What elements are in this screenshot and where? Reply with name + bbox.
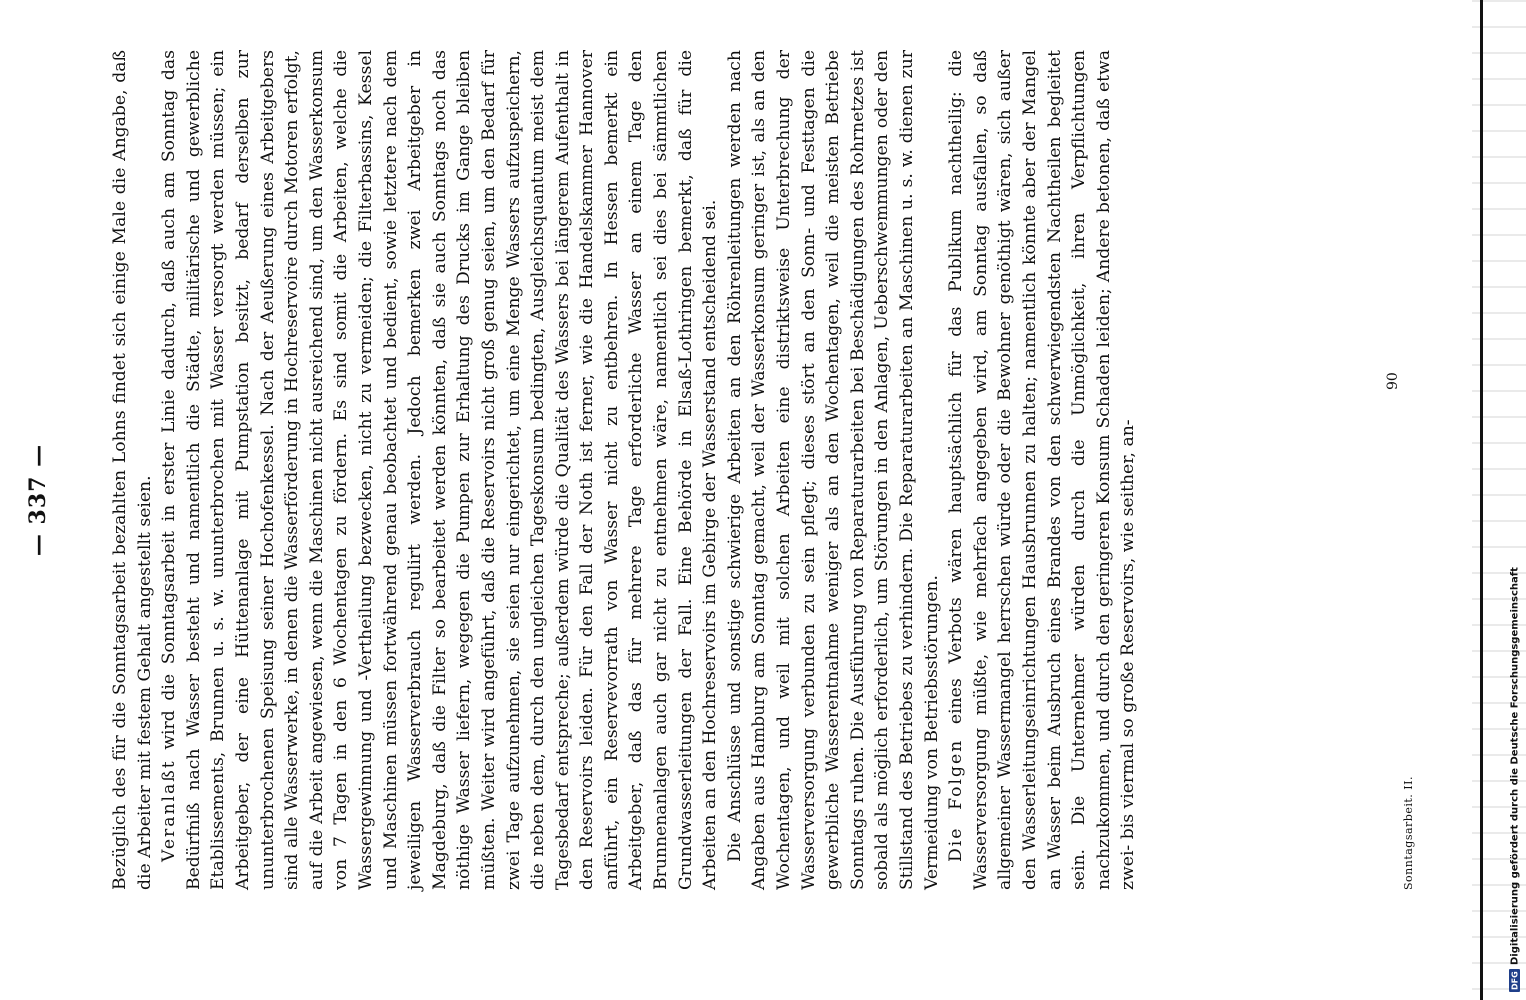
- page-number-header: — 337 —: [25, 443, 51, 557]
- paragraph-4-text: eines Verbots wären hauptsächlich für das Publikum nachtheilig: die Wasserversorgung müßte, wie mehrfach angegeben wird, am Sonntag ausfallen, so daß allgemeiner Wassermangel herrschen würde oder die Bewohner genöthigt wären, sich außer den Wasserleitungseinrichtungen Hausbrunnen zu halten; namentlich könnte aber der Mangel an Wasser beim Ausbruch eines Brandes von den schwerwiegendsten Nachtheilen begleitet sein. Die Unternehmer würden durch die Unmöglichkeit, ihren Verpflichtungen nachzukommen, und durch den geringeren Konsum Schaden leiden; Andere betonen, daß etwa zwei- bis viermal so große Reservoirs, wie seither, an-: [946, 50, 1139, 890]
- dfg-logo-icon: DFG: [1510, 971, 1520, 990]
- running-footer: Sonntagsarbeit. II.: [1402, 776, 1415, 890]
- paragraph-4-lead: Die Folgen: [946, 738, 967, 862]
- page-edge-line: [1480, 0, 1483, 1000]
- digitization-credit: [1506, 8, 1524, 992]
- signature-number: 90: [1385, 372, 1401, 390]
- paragraph-2: [157, 50, 723, 890]
- credit-text: Digitalisierung gefördert durch die Deutsche Forschungsgemeinschaft: [1509, 567, 1521, 966]
- paragraph-1: Bezüglich des für die Sonntagsarbeit bezahlten Lohns findet sich einige Male die Angabe, daß die Arbeiter mit festem Gehalt angestellt seien.: [110, 50, 155, 890]
- body-text: [108, 50, 1141, 890]
- paragraph-2-lead: Veranlaßt: [159, 759, 180, 862]
- paragraph-2-text: wird die Sonntagsarbeit in erster Linie dadurch, daß auch am Sonntag das Bedürfniß nach Wasser besteht und namentlich die Städte, militärische und gewerbliche Etablissements, Brunnen u. s. w. ununterbrochen mit Wasser versorgt werden müssen; ein Arbeitgeber, der eine Hüttenanlage mit Pumpstation besitzt, bedarf derselben zur ununterbrochenen Speisung seiner Hochofenkessel. Nach der Aeußerung eines Arbeitgebers sind alle Wasserwerke, in denen die Wasserförderung in Hochreservoire durch Motoren erfolgt, auf die Arbeit angewiesen, wenn die Maschinen nicht ausreichend sind, um den Wasserkonsum von 7 Tagen in den 6 Wochentagen zu fördern. Es sind somit die Arbeiten, welche die Wassergewinnung und -Vertheilung bezwecken, nicht zu vermeiden; die Filterbassins, Kessel und Maschinen müssen fortwährend genau beobachtet und bedient, sowie letztere nach dem jeweiligen Wasserverbrauch regulirt werden. Jedoch bemerken zwei Arbeitgeber in Magdeburg, daß die Filter so bearbeitet werden könnten, daß sie auch Sonntags noch das nöthige Wasser liefern, wegegen die Pumpen zur Erhaltung des Drucks im Gange bleiben müßten. Weiter wird angeführt, daß die Reservoirs nicht groß genug seien, um den Bedarf für zwei Tage aufzunehmen, sie seien nur eingerichtet, um eine Menge Wassers aufzuspeichern, die neben dem, durch den ungleichen Tageskonsum bedingten, Ausgleichsquantum meist dem Tagesbedarf entspreche; außerdem würde die Qualität des Wassers bei längerem Aufenthalt in den Reservoirs leiden. Für den Fall der Noth ist ferner, wie die Handelskammer Hannover anführt, ein Reservevorrath von Wasser nicht zu entbehren. In Hessen bemerkt ein Arbeitgeber, daß das für mehrere Tage erforderliche Wasser an einem Tage den Brunnenanlagen auch gar nicht zu entnehmen wäre, namentlich sei dies bei sämmtlichen Grundwasserleitungen der Fall. Eine Behörde in Elsaß-Lothringen bemerkt, daß für die Arbeiten an den Hochreservoirs im Gebirge der Wasserstand entscheidend sei.: [159, 50, 721, 890]
- paragraph-3: Die Anschlüsse und sonstige schwierige Arbeiten an den Röhrenleitungen werden nach Angaben aus Hamburg am Sonntag gemacht, weil der Wasserkonsum geringer ist, als an den Wochentagen, und weil mit solchen Arbeiten eine distriktsweise Unterbrechung der Wasserversorgung verbunden zu sein pflegt; dieses stört an den Sonn- und Festtagen die gewerbliche Wasserentnahme weniger als an den Wochentagen, weil die meisten Betriebe Sonntags ruhen. Die Ausführung von Reparaturarbeiten bei Beschädigungen des Rohrnetzes ist sobald als möglich erforderlich, um Störungen in den Anlagen, Ueberschwemmungen oder den Stillstand des Betriebes zu verhindern. Die Reparaturarbeiten an Maschinen u. s. w. dienen zur Vermeidung von Betriebsstörungen.: [724, 50, 942, 890]
- paragraph-4: [944, 50, 1141, 890]
